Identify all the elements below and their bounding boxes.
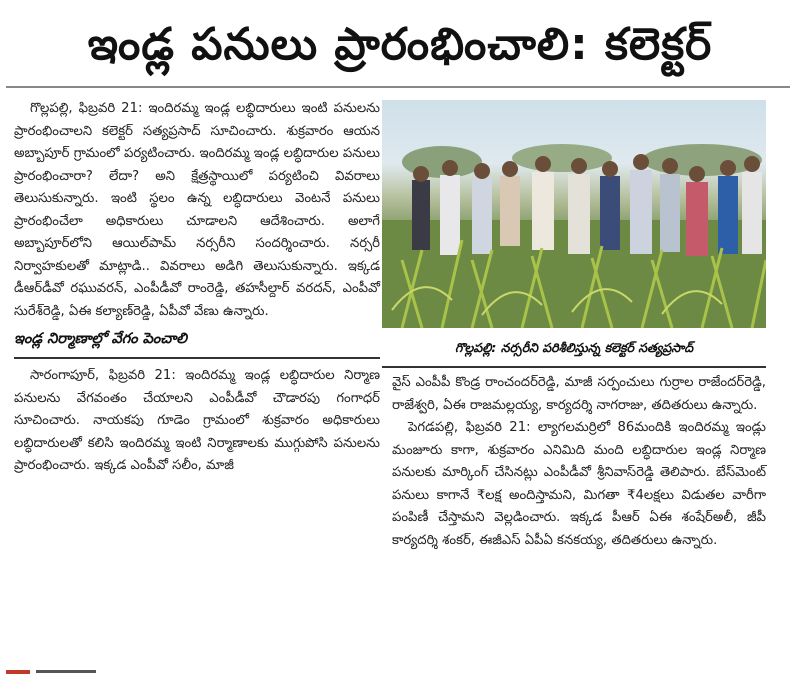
article-paragraph: గొల్లపల్లి, ఫిబ్రవరి 21: ఇందిరమ్మ ఇండ్ల లబ్ధిదారులు ఇంటి పనులను ప్రారంభించాలని కలెక్టర్ సత్యప్రసాద్ సూచించారు. శుక్రవారం ఆయన అబ్బాపూర్ గ్రామంలో పర్యటించారు. ఇందిరమ్మ ఇండ్ల లబ్ధిదారుల పనులు ప్రారంభించారా? లేదా? అని క్షేత్రస్థాయిలో పర్యటించి వివరాలు తెలుసుకున్నారు. ఇంటి స్థలం ఉన్న లబ్ధిదారులు వెంటనే పనులు ప్రారంభించేలా అధికారులు చూడాలని ఆదేశించారు. అలాగే అబ్బాపూర్‌లోని ఆయిల్‌పామ్ నర్సరీని సందర్శించారు. నర్సరీ నిర్వాహకులతో మాట్లాడి.. వివరాలు అడిగి తెలుసుకున్నారు. ఇక్కడ డీఆర్‌డీవో రఘువరన్, ఎంపీడీవో రాంరెడ్డి, తహసీల్దార్ వరదన్, ఎంపీవో సురేశ్‌రెడ్డి, ఏఈ కల్యాణ్‌రెడ్డి, ఏపీవో వేణు ఉన్నారు. [14, 101, 380, 319]
article-paragraph: పెగడపల్లి, ఫిబ్రవరి 21: ల్యాగలమర్రిలో 86మందికి ఇందిరమ్మ ఇండ్లు మంజూరు కాగా, శుక్రవారం ఎనిమిది మంది లబ్ధిదారుల ఇండ్ల నిర్మాణ పనులకు మార్కింగ్ చేసినట్లు ఎంపీడీవో శ్రీనివాస్‌రెడ్డి తెలిపారు. బేస్‌మెంట్ పనులు కాగానే ₹లక్ష అందిస్తామని, మిగతా ₹4లక్షలు విడుతల వారీగా పంపిణీ చేస్తామని వెల్లడించారు. ఇక్కడ పీఆర్ ఏఈ శంషేర్అలీ, జీపీ కార్యదర్శి శంకర్, ఈజీఎస్ ఏపీఏ కనకయ్య, తదితరులు ఉన్నారు. [392, 420, 766, 548]
article-paragraph: వైస్ ఎంపీపీ కొండ్ర రాంచందర్‌రెడ్డి, మాజీ సర్పంచులు గుర్రాల రాజేందర్‌రెడ్డి, రాజేశ్వరి, ఏఈ రాజమల్లయ్య, కార్యదర్శి నాగరాజు, తదితరులు ఉన్నారు. [392, 375, 766, 413]
headline: ఇండ్ల పనులు ప్రారంభించాలి: కలెక్టర్ [87, 19, 713, 70]
photo-caption: గొల్లపల్లి: నర్సరీని పరిశీలిస్తున్న కలెక్టర్ సత్యప్రసాద్ [382, 330, 766, 368]
left-column [14, 98, 380, 478]
news-photo-illustration [382, 100, 766, 328]
news-photo [382, 100, 766, 328]
footer-mark [0, 666, 120, 677]
article-paragraph: సారంగాపూర్, ఫిబ్రవరి 21: ఇందిరమ్మ ఇండ్ల లబ్ధిదారుల నిర్మాణ పనులను వేగవంతం చేయాలని ఎంపీడీవో చౌడారపు గంగాధర్ సూచించారు. నాయకపు గూడెం గ్రామంలో శుక్రవారం అధికారులు లబ్ధిదారులతో కలిసి ఇందిరమ్మ ఇంటి నిర్మాణాలకు ముగ్గుపోసి పనులను ప్రారంభించారు. ఇక్కడ ఎంపీవో సలీం, మాజీ [14, 368, 380, 473]
headline-divider [6, 86, 790, 88]
subheadline: ఇండ్ల నిర్మాణాల్లో వేగం పెంచాలి [14, 331, 380, 359]
right-column [392, 372, 766, 552]
